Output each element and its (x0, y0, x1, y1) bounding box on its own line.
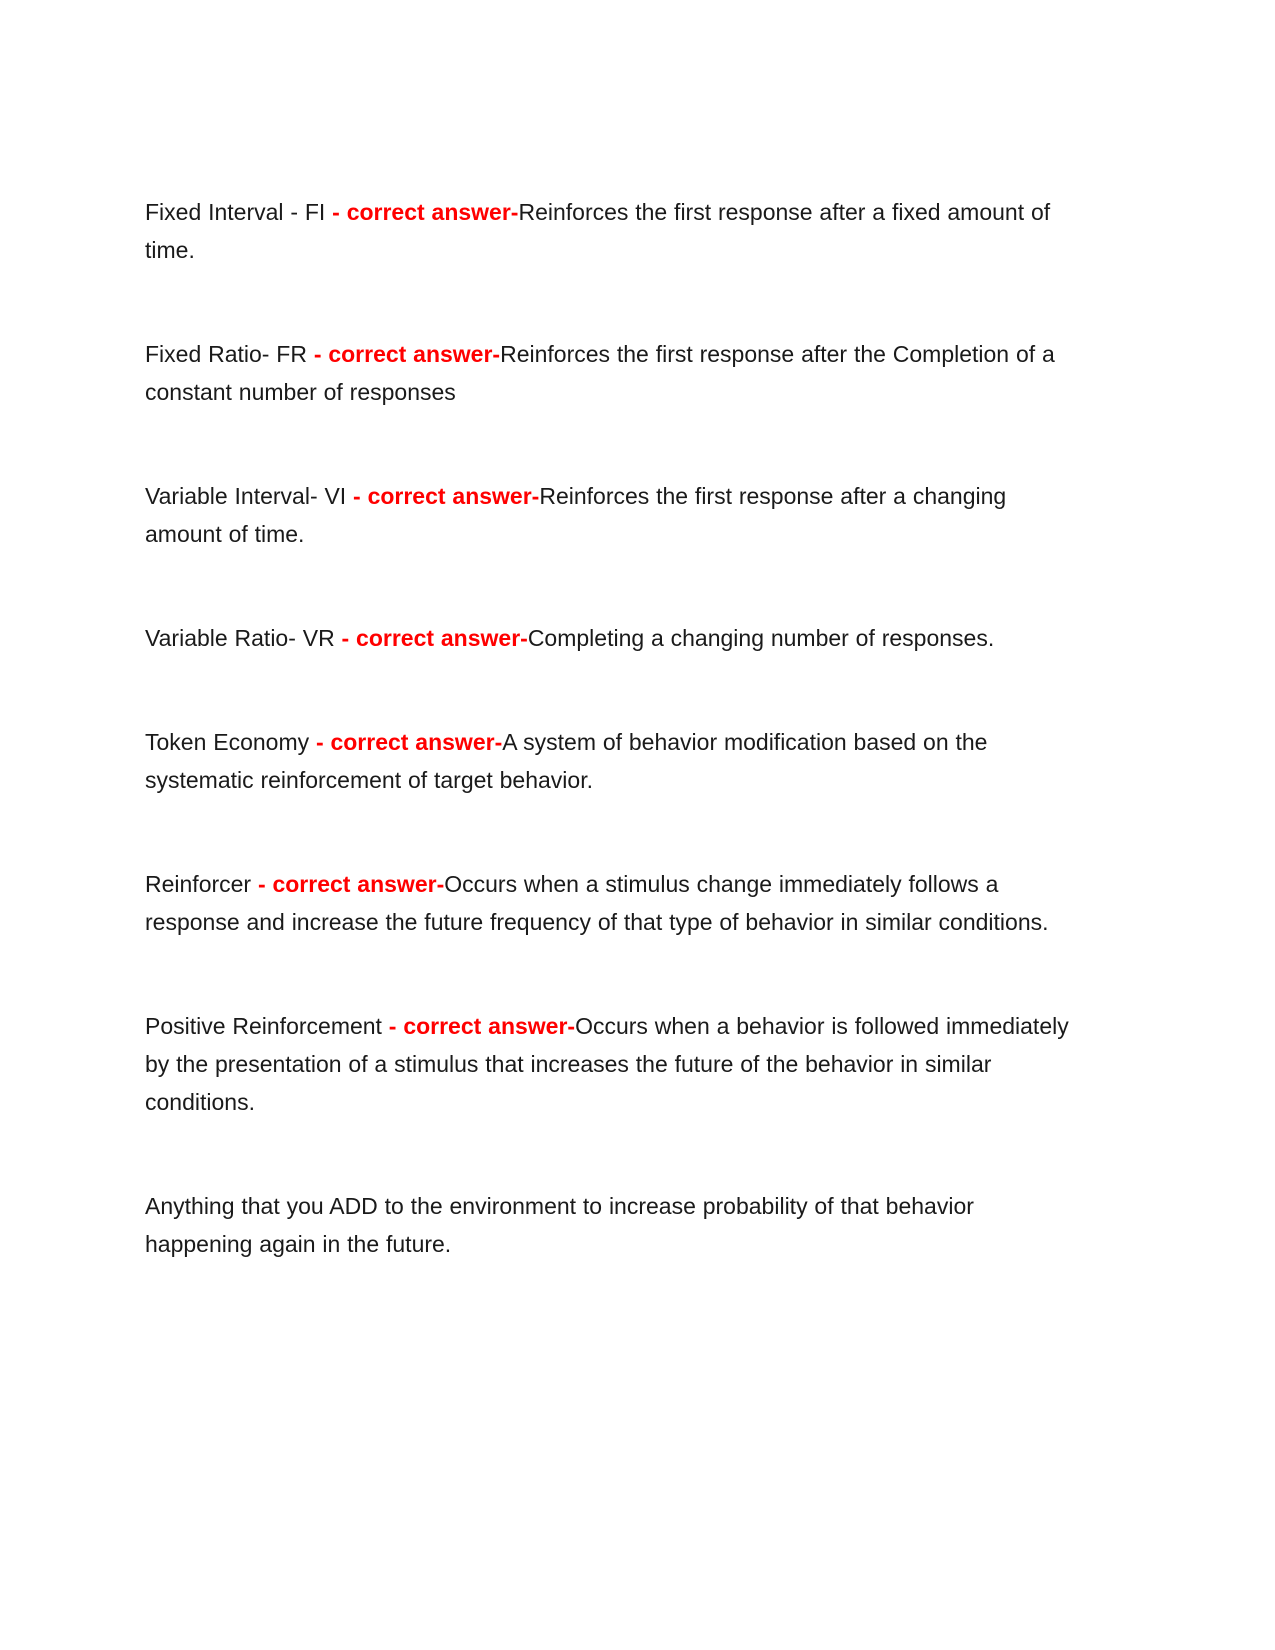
flashcard-paragraph (145, 723, 1085, 799)
correct-answer-marker: - correct answer- (334, 625, 528, 651)
term-text: Token Economy (145, 729, 310, 755)
correct-answer-marker: - correct answer- (306, 341, 501, 367)
flashcard-paragraph (145, 1007, 1085, 1121)
definition-text: Reinforces the first response after the Completion of a constant number of responses (145, 341, 1055, 405)
flashcard-paragraph (145, 335, 1085, 411)
correct-answer-marker: - correct answer- (251, 871, 445, 897)
flashcard-paragraph (145, 619, 1085, 657)
correct-answer-marker: - correct answer- (381, 1013, 576, 1039)
term-text: Positive Reinforcement (145, 1013, 382, 1039)
flashcard-paragraph (145, 477, 1085, 553)
correct-answer-marker: - correct answer- (325, 199, 519, 225)
flashcard-paragraph (145, 193, 1085, 269)
term-text: Reinforcer (145, 871, 252, 897)
definition-text: A system of behavior modification based on the systematic reinforcement of target behavior. (145, 729, 988, 793)
definition-text: Reinforces the first response after a fixed amount of time. (145, 199, 1051, 263)
flashcard-paragraph (145, 865, 1085, 941)
paragraph-text: Anything that you ADD to the environment to increase probability of that behavior happening again in the future. (145, 1193, 974, 1257)
term-text: Variable Ratio- VR (145, 625, 335, 651)
definition-text: Occurs when a stimulus change immediately follows a response and increase the future frequency of that type of behavior in similar conditions. (145, 871, 1049, 935)
term-text: Fixed Interval - FI (145, 199, 326, 225)
plain-paragraph (145, 1187, 1085, 1263)
definition-text: Occurs when a behavior is followed immediately by the presentation of a stimulus that increases the future of the behavior in similar conditions. (145, 1013, 1069, 1115)
definition-text: Reinforces the first response after a changing amount of time. (145, 483, 1007, 547)
term-text: Variable Interval- VI (145, 483, 347, 509)
correct-answer-marker: - correct answer- (309, 729, 503, 755)
correct-answer-marker: - correct answer- (346, 483, 540, 509)
definition-text: Completing a changing number of responses. (527, 625, 995, 651)
term-text: Fixed Ratio- FR (145, 341, 307, 367)
